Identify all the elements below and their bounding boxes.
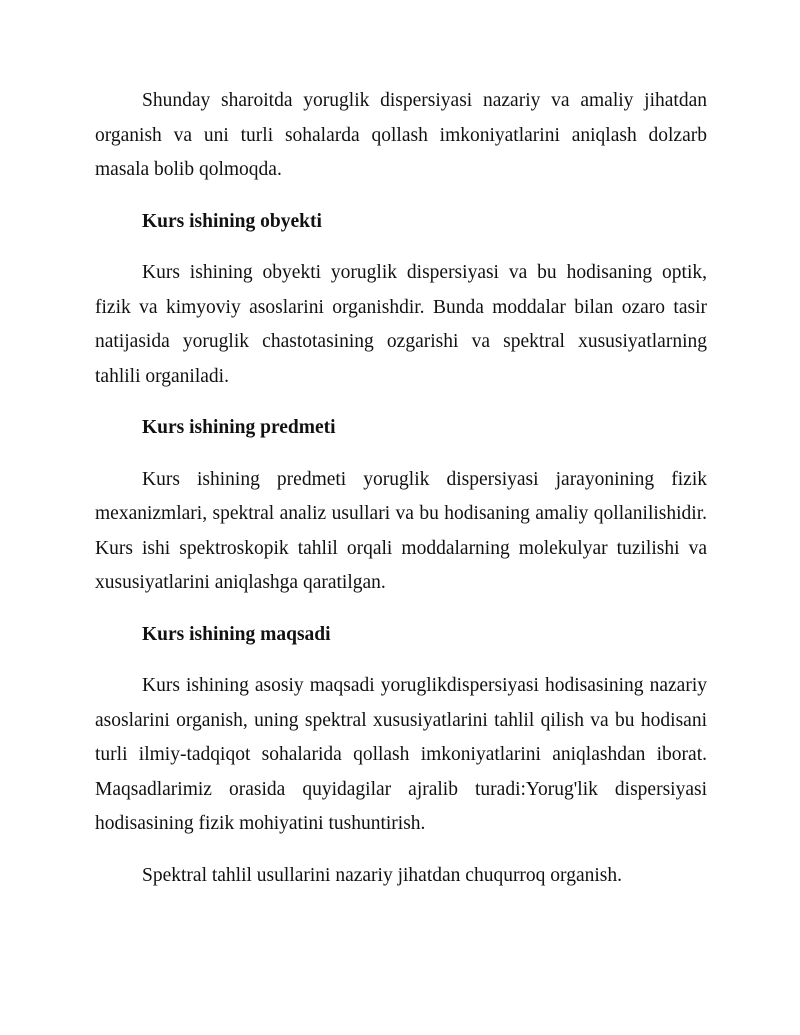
paragraph-spectral: Spektral tahlil usullarini nazariy jihatdan chuqurroq organish. xyxy=(142,864,622,886)
document-body xyxy=(95,84,707,910)
heading-goal: Kurs ishining maqsadi xyxy=(142,623,331,645)
heading-subject: Kurs ishining predmeti xyxy=(142,417,336,438)
paragraph-object: Kurs ishining obyekti yoruglik dispersiyasi va bu hodisaning optik, fizik va kimyoviy asoslarini organishdir. Bunda moddalar bilan ozaro tasir natijasida yoruglik chastotasining ozgarishi va spektral xususiyatlarning tahlili organiladi. xyxy=(95,262,707,387)
paragraph-goal: Kurs ishining asosiy maqsadi yoruglikdispersiyasi hodisasining nazariy asoslarini organish, uning spektral xususiyatlarini tahlil qilish va bu hodisani turli ilmiy-tadqiqot sohalarida qollash imkoniyatlarini aniqlashdan iborat. Maqsadlarimiz orasida quyidagilar ajralib turadi:Yorug'lik dispersiyasi hodisasining fizik mohiyatini tushuntirish. xyxy=(95,675,707,834)
heading-object: Kurs ishining obyekti xyxy=(142,210,322,232)
paragraph-intro: Shunday sharoitda yoruglik dispersiyasi nazariy va amaliy jihatdan organish va uni turli sohalarda qollash imkoniyatlarini aniqlash dolzarb masala bolib qolmoqda. xyxy=(95,90,707,180)
paragraph-subject: Kurs ishining predmeti yoruglik dispersiyasi jarayonining fizik mexanizmlari, spektral analiz usullari va bu hodisaning amaliy qollanilishidir. Kurs ishi spektroskopik tahlil orqali moddalarning molekulyar tuzilishi va xususiyatlarini aniqlashga qaratilgan. xyxy=(95,468,707,593)
